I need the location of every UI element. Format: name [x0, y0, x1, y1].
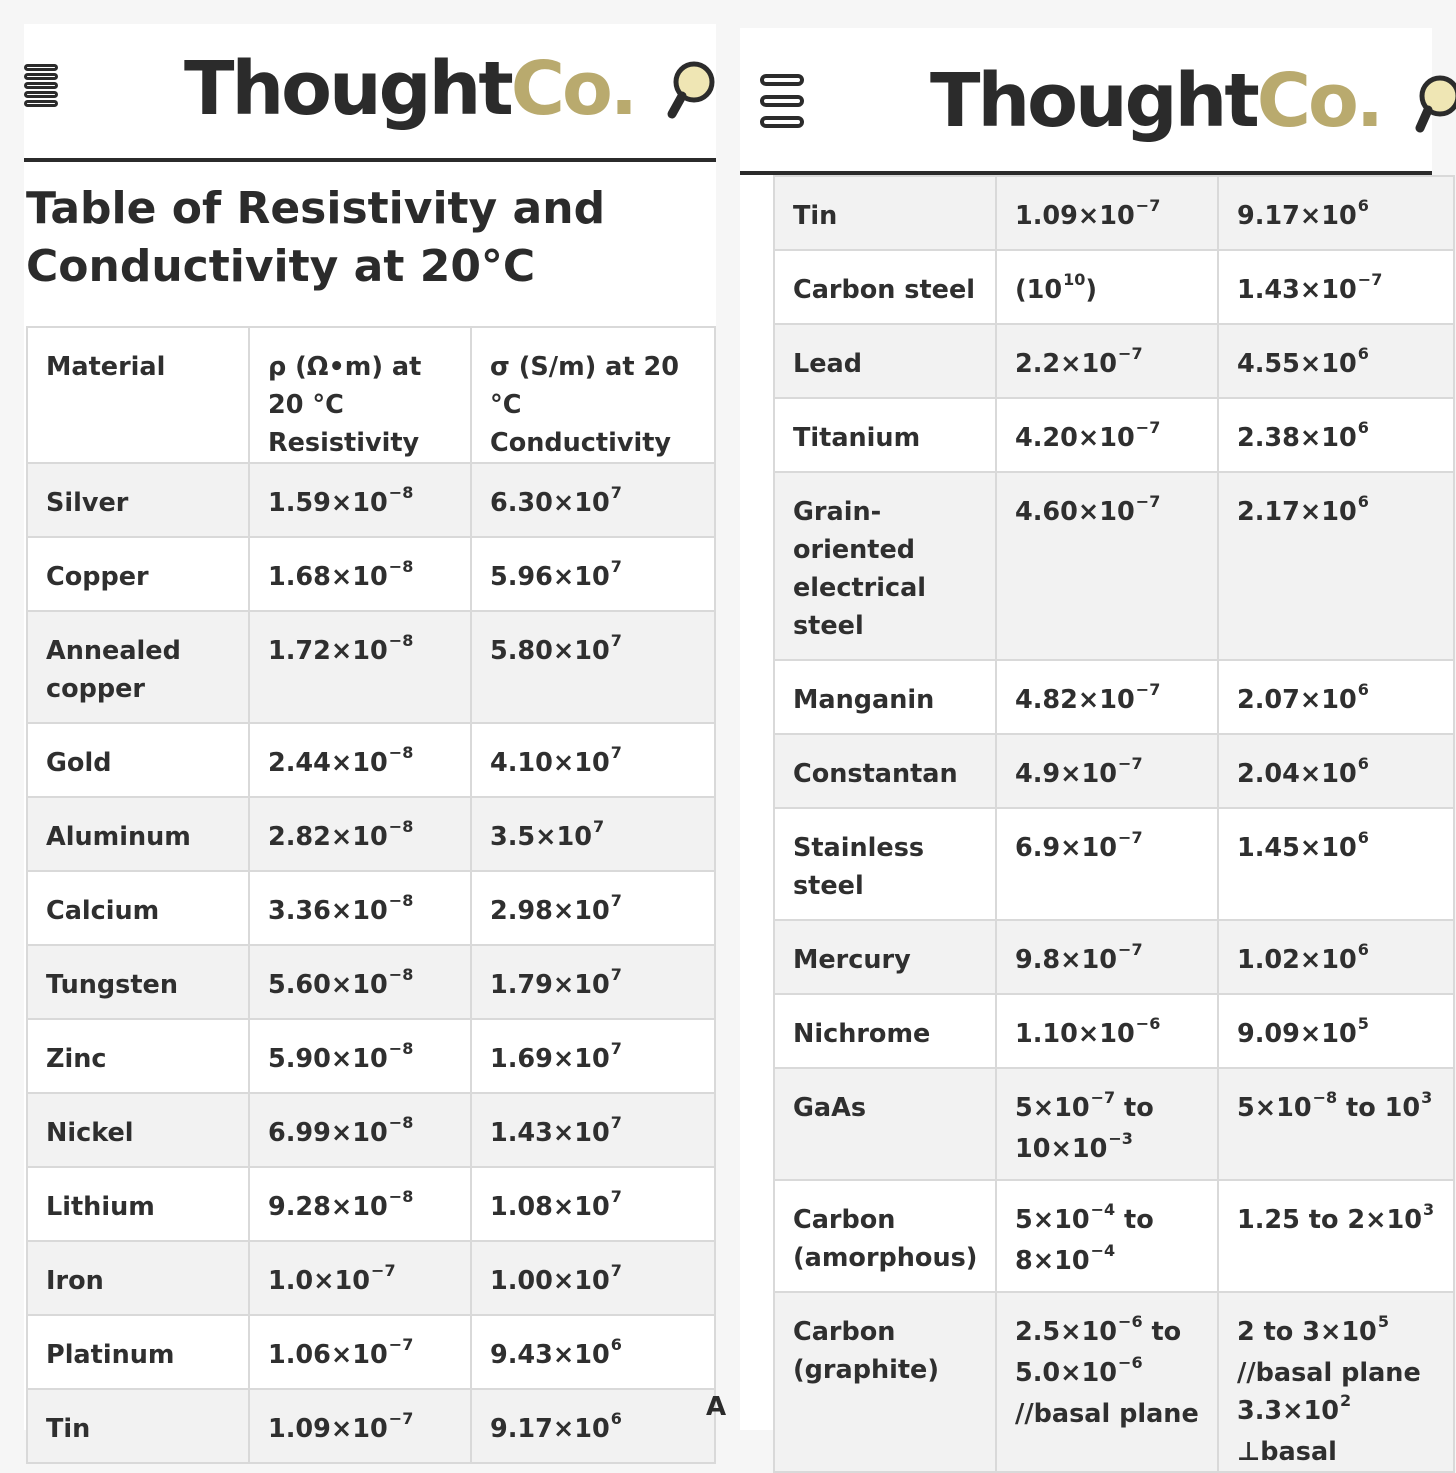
exponent: −8	[388, 743, 414, 762]
table-row	[774, 1180, 1454, 1292]
resistivity-cell: $1.10\times 10^{-6}$	[996, 994, 1218, 1068]
material-cell: Mercury	[774, 920, 996, 994]
exponent: −6	[1118, 1312, 1143, 1331]
exponent: 3	[1421, 1088, 1433, 1107]
resistivity-cell: $(10^{10})$	[996, 250, 1218, 324]
conductivity-cell: $1.79\times 10^7$	[471, 945, 715, 1019]
material-cell: Grain-oriented electrical steel	[774, 472, 996, 660]
exponent: −4	[1090, 1200, 1116, 1219]
exponent: −6	[1135, 1014, 1161, 1033]
conductivity-cell: $1.69\times 10^7$	[471, 1019, 715, 1093]
exponent: 7	[610, 743, 622, 762]
conductivity-cell: 2 to $3\times 10^5$ //basal plane $3.3\times 10^2$ ⊥basal	[1218, 1292, 1454, 1472]
conductivity-cell: $9.09\times 10^5$	[1218, 994, 1454, 1068]
material-cell: Gold	[27, 723, 249, 797]
resistivity-cell: $2.44\times 10^{-8}$	[249, 723, 471, 797]
conductivity-cell: $2.98\times 10^7$	[471, 871, 715, 945]
menu-icon[interactable]	[24, 64, 58, 114]
exponent: 10	[1063, 270, 1086, 289]
resistivity-cell: $4.20\times 10^{-7}$	[996, 398, 1218, 472]
material-cell: Titanium	[774, 398, 996, 472]
conductivity-cell: $2.07\times 10^6$	[1218, 660, 1454, 734]
table-row	[27, 1019, 715, 1093]
exponent: −7	[1118, 828, 1143, 847]
conductivity-cell: $3.5\times 10^7$	[471, 797, 715, 871]
exponent: −8	[388, 817, 414, 836]
exponent: 7	[610, 631, 622, 650]
exponent: 7	[610, 965, 622, 984]
table-row	[27, 945, 715, 1019]
exponent: −6	[1118, 1353, 1143, 1372]
resistivity-cell: $1.09\times 10^{-7}$	[996, 176, 1218, 250]
conductivity-cell: $9.43\times 10^6$	[471, 1315, 715, 1389]
resistivity-cell: $1.0\times 10^{-7}$	[249, 1241, 471, 1315]
exponent: −7	[1118, 940, 1143, 959]
conductivity-cell: $9.17\times 10^6$	[471, 1389, 715, 1463]
resistivity-cell: $6.9\times 10^{-7}$	[996, 808, 1218, 920]
resistivity-cell: $5.90\times 10^{-8}$	[249, 1019, 471, 1093]
table-row	[774, 1292, 1454, 1472]
table-row	[27, 1093, 715, 1167]
exponent: −7	[1118, 344, 1143, 363]
exponent: −7	[1135, 196, 1161, 215]
table-row	[774, 398, 1454, 472]
conductivity-cell: $1.45\times 10^6$	[1218, 808, 1454, 920]
material-cell: Carbon steel	[774, 250, 996, 324]
material-cell: Calcium	[27, 871, 249, 945]
table-row	[27, 1315, 715, 1389]
material-cell: Tin	[774, 176, 996, 250]
exponent: 7	[610, 483, 622, 502]
table-header-row	[27, 327, 715, 463]
table-row	[27, 537, 715, 611]
conductivity-cell: $2.38\times 10^6$	[1218, 398, 1454, 472]
table-row	[774, 920, 1454, 994]
material-cell: GaAs	[774, 1068, 996, 1180]
exponent: 6	[1357, 418, 1369, 437]
material-cell: Copper	[27, 537, 249, 611]
material-cell: Tin	[27, 1389, 249, 1463]
material-cell: Constantan	[774, 734, 996, 808]
page-title	[26, 180, 605, 296]
conductivity-cell: $1.43\times 10^7$	[471, 1093, 715, 1167]
exponent: −8	[388, 1187, 414, 1206]
resistivity-cell: $5.60\times 10^{-8}$	[249, 945, 471, 1019]
material-cell: Silver	[27, 463, 249, 537]
exponent: −8	[388, 631, 414, 650]
conductivity-cell: $1.43\times 10^{-7}$	[1218, 250, 1454, 324]
exponent: 5	[1357, 1014, 1369, 1033]
material-cell: Zinc	[27, 1019, 249, 1093]
resistivity-cell: $3.36\times 10^{-8}$	[249, 871, 471, 945]
conductivity-cell: $2.04\times 10^6$	[1218, 734, 1454, 808]
material-cell: Nichrome	[774, 994, 996, 1068]
exponent: 6	[610, 1409, 622, 1428]
resistivity-table	[26, 326, 716, 1464]
exponent: 7	[610, 1187, 622, 1206]
exponent: 6	[1357, 680, 1369, 699]
resistivity-table-continued	[773, 175, 1455, 1473]
material-cell: Aluminum	[27, 797, 249, 871]
resistivity-cell: $2.82\times 10^{-8}$	[249, 797, 471, 871]
resistivity-cell: $1.72\times 10^{-8}$	[249, 611, 471, 723]
conductivity-cell: $5.96\times 10^7$	[471, 537, 715, 611]
table-row	[774, 808, 1454, 920]
conductivity-cell: $5\times 10^{-8}$ to $10^3$	[1218, 1068, 1454, 1180]
left-screenshot-panel	[24, 24, 727, 1444]
resistivity-cell: $9.8\times 10^{-7}$	[996, 920, 1218, 994]
table-row	[27, 1241, 715, 1315]
conductivity-cell: $1.08\times 10^7$	[471, 1167, 715, 1241]
conductivity-cell: $1.02\times 10^6$	[1218, 920, 1454, 994]
right-screenshot-panel	[740, 28, 1435, 1467]
exponent: −7	[1135, 492, 1161, 511]
exponent: −8	[388, 1113, 414, 1132]
table-row	[27, 723, 715, 797]
conductivity-cell: $4.10\times 10^7$	[471, 723, 715, 797]
material-cell: Manganin	[774, 660, 996, 734]
resistivity-cell: $1.59\times 10^{-8}$	[249, 463, 471, 537]
exponent: −8	[388, 1039, 414, 1058]
exponent: 7	[610, 1113, 622, 1132]
exponent: 2	[1340, 1391, 1352, 1410]
site-header	[24, 24, 716, 164]
exponent: 7	[610, 1039, 622, 1058]
exponent: −7	[388, 1409, 414, 1428]
exponent: 6	[1357, 940, 1369, 959]
material-cell: Carbon (amorphous)	[774, 1180, 996, 1292]
resistivity-cell: $1.09\times 10^{-7}$	[249, 1389, 471, 1463]
exponent: 6	[1357, 492, 1369, 511]
table-row	[27, 1389, 715, 1463]
exponent: −8	[1312, 1088, 1338, 1107]
conductivity-cell: $6.30\times 10^7$	[471, 463, 715, 537]
thoughtco-logo[interactable]	[930, 58, 1381, 144]
exponent: 7	[610, 557, 622, 576]
exponent: 6	[610, 1335, 622, 1354]
column-header-conductivity: σ (S/m) at 20 °C Conductivity	[471, 327, 715, 463]
exponent: 5	[1377, 1312, 1389, 1331]
conductivity-cell: 1.25 to $2\times 10^3$	[1218, 1180, 1454, 1292]
table-row	[774, 250, 1454, 324]
clipped-text-fragment: A	[706, 1392, 727, 1422]
resistivity-cell: $2.5\times 10^{-6}$ to $5.0\times 10^{-6}$ //basal plane	[996, 1292, 1218, 1472]
resistivity-cell: $9.28\times 10^{-8}$	[249, 1167, 471, 1241]
material-cell: Lead	[774, 324, 996, 398]
table-row	[774, 734, 1454, 808]
resistivity-cell: $5\times 10^{-7}$ to $10\times 10^{-3}$	[996, 1068, 1218, 1180]
menu-icon[interactable]	[760, 74, 804, 128]
conductivity-cell: $2.17\times 10^6$	[1218, 472, 1454, 660]
resistivity-cell: $6.99\times 10^{-8}$	[249, 1093, 471, 1167]
exponent: 6	[1357, 754, 1369, 773]
page-title-line1: Table of Resistivity and	[26, 183, 606, 234]
table-row	[27, 797, 715, 871]
resistivity-cell: $4.82\times 10^{-7}$	[996, 660, 1218, 734]
material-cell: Iron	[27, 1241, 249, 1315]
resistivity-cell: $5\times 10^{-4}$ to $8\times 10^{-4}$	[996, 1180, 1218, 1292]
table-row	[27, 871, 715, 945]
resistivity-cell: $1.68\times 10^{-8}$	[249, 537, 471, 611]
material-cell: Annealed copper	[27, 611, 249, 723]
exponent: −7	[1135, 680, 1161, 699]
material-cell: Platinum	[27, 1315, 249, 1389]
logo-text-gold: Co.	[1256, 58, 1381, 144]
exponent: 6	[1357, 196, 1369, 215]
resistivity-cell: $1.06\times 10^{-7}$	[249, 1315, 471, 1389]
resistivity-cell: $4.60\times 10^{-7}$	[996, 472, 1218, 660]
table-row	[774, 472, 1454, 660]
exponent: −8	[388, 891, 414, 910]
exponent: −8	[388, 557, 414, 576]
resistivity-cell: $4.9\times 10^{-7}$	[996, 734, 1218, 808]
table-row	[774, 1068, 1454, 1180]
search-icon[interactable]	[1414, 72, 1438, 134]
conductivity-cell: $5.80\times 10^7$	[471, 611, 715, 723]
column-header-material: Material	[27, 327, 249, 463]
exponent: −7	[1357, 270, 1383, 289]
conductivity-cell: $1.00\times 10^7$	[471, 1241, 715, 1315]
exponent: 6	[1357, 344, 1369, 363]
exponent: −8	[388, 965, 414, 984]
table-row	[774, 994, 1454, 1068]
table-row	[774, 324, 1454, 398]
material-cell: Carbon (graphite)	[774, 1292, 996, 1472]
table-row	[27, 463, 715, 537]
exponent: 7	[610, 1261, 622, 1280]
table-row	[774, 176, 1454, 250]
material-cell: Nickel	[27, 1093, 249, 1167]
exponent: −3	[1108, 1129, 1133, 1148]
conductivity-cell: $4.55\times 10^6$	[1218, 324, 1454, 398]
table-row	[774, 660, 1454, 734]
exponent: 6	[1357, 828, 1369, 847]
exponent: −7	[388, 1335, 414, 1354]
table-row	[27, 1167, 715, 1241]
exponent: −7	[371, 1261, 396, 1280]
logo-text-dark: Thought	[184, 46, 511, 132]
thoughtco-logo[interactable]	[184, 46, 635, 132]
material-cell: Tungsten	[27, 945, 249, 1019]
logo-text-gold: Co.	[510, 46, 635, 132]
search-icon[interactable]	[668, 58, 716, 120]
exponent: −8	[388, 483, 414, 502]
exponent: 7	[610, 891, 622, 910]
conductivity-cell: $9.17\times 10^6$	[1218, 176, 1454, 250]
exponent: 3	[1422, 1200, 1435, 1219]
table-row	[27, 611, 715, 723]
exponent: 7	[593, 817, 605, 836]
material-cell: Lithium	[27, 1167, 249, 1241]
exponent: −7	[1118, 754, 1143, 773]
site-header	[740, 28, 1432, 178]
page-title-line2: Conductivity at 20°C	[26, 241, 536, 292]
exponent: −4	[1090, 1241, 1116, 1260]
logo-text-dark: Thought	[930, 58, 1257, 144]
exponent: −7	[1090, 1088, 1116, 1107]
material-cell: Stainless steel	[774, 808, 996, 920]
column-header-resistivity: ρ (Ω•m) at 20 °C Resistivity	[249, 327, 471, 463]
exponent: −7	[1135, 418, 1161, 437]
resistivity-cell: $2.2\times 10^{-7}$	[996, 324, 1218, 398]
